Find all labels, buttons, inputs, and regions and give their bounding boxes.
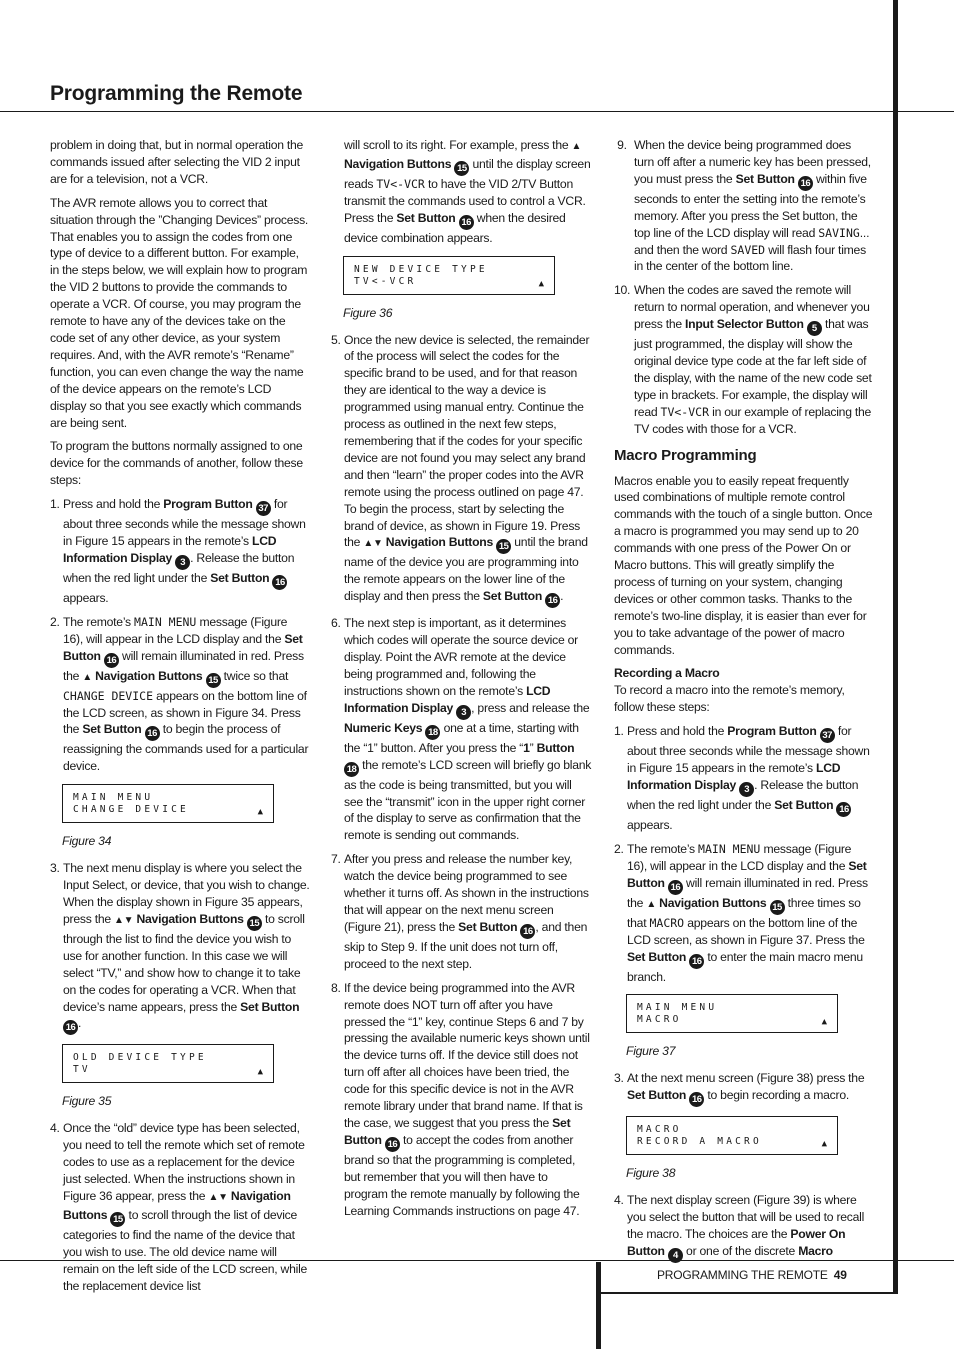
lcd-figure-38 [626, 1116, 838, 1155]
lcd-line-1: MAIN MENU [637, 1002, 718, 1014]
up-arrow-icon: ▲ [257, 807, 263, 818]
callout-15-icon: 15 [110, 1212, 125, 1227]
lcd-line-1: NEW DEVICE TYPE [354, 263, 488, 275]
lcd-line-1: OLD DEVICE TYPE [73, 1052, 207, 1064]
page-title: Programming the Remote [50, 82, 303, 105]
callout-16-icon: 16 [385, 1137, 400, 1152]
subsection-heading: Recording a Macro [614, 666, 720, 681]
callout-3-icon: 3 [175, 555, 190, 570]
macro-step-1: 1. Press and hold the Program Button 37 for about three seconds while the message shown in Figure 15 appears in the remote’s LCD Information Display 3 . Release the button when the red light under the Set Button 16 appears. [614, 724, 870, 832]
callout-16-icon: 16 [104, 653, 119, 668]
title-rule [0, 111, 954, 112]
callout-37-icon: 37 [256, 501, 271, 516]
callout-16-icon: 16 [272, 575, 287, 590]
callout-16-icon: 16 [145, 726, 160, 741]
callout-16-icon: 16 [545, 593, 560, 608]
column-2 [331, 137, 592, 1227]
step-4-cont: will scroll to its right. For example, press the ▲ Navigation Buttons 15 until the display screen reads TV<-VCR to have the VID 2/TV Button transmit the commands used to control a VCR. Press the Set Button 16 when the desired device combination appears. [344, 138, 591, 245]
footer-edge-bar [596, 1262, 601, 1349]
right-edge-bar [893, 0, 898, 1294]
paragraph: Macros enable you to easily repeat frequently used combinations of multiple remote control commands with the touch of a single button. Once a macro is programmed you may send up to 20 commands with one press of the Power On or Macro buttons. This will greatly simplify the process of turning on your system, changing devices or other common tasks. Thanks to the remote’s two-line display, it is easier than ever for you to take advantage of the power of macro commands. [614, 473, 873, 657]
callout-18-icon: 18 [425, 725, 440, 740]
callout-15-icon: 15 [247, 916, 262, 931]
callout-16-icon: 16 [520, 924, 535, 939]
callout-15-icon: 15 [454, 161, 469, 176]
figure-caption: Figure 37 [626, 1044, 676, 1059]
lcd-line-2: CHANGE DEVICE [73, 804, 189, 816]
step-5: 5. Once the new device is selected, the remainder of the process will select the codes for the specific brand to be used, and for that reason they are identical to the way a device is programmed using manual entry. Continue the process as outlined in the next few steps, remembering that if the codes for your specific device are not found you may select any brand and then “learn” the proper codes into the AVR remote using the process outlined on page 47. To begin the process, start by selecting the brand of device, as shown in Figure 19. Press the ▲▼ Navigation Buttons 15 until the brand name of the device you are programming into the remote appears on the lower line of the display and then press the Set Button 16 . [331, 332, 590, 607]
callout-18-icon: 18 [344, 762, 359, 777]
figure-caption: Figure 34 [62, 834, 112, 849]
callout-4-icon: 4 [668, 1248, 683, 1263]
up-arrow-icon: ▲ [257, 1067, 263, 1078]
step-9: 9. When the device being programmed does turn off after a numeric key has been pressed, you must press the Set Button 16 within five seconds to enter the setting into the remote’s memory. After you press the Set button, the top line of the LCD display will read SAVING... and then the word SAVED will flash four times in the center of the bottom line. [614, 138, 871, 274]
callout-15-icon: 15 [496, 539, 511, 554]
step-7: 7. After you press and release the number key, watch the device being programmed to see whether it turns off. As shown in the instructions that will appear on the next menu screen (Figure 21), press the Set Button 16 , and then skip to Step 9. If the unit does not turn off, proceed to the next step. [331, 852, 589, 971]
callout-15-icon: 15 [770, 900, 785, 915]
up-arrow-icon: ▲ [538, 278, 544, 289]
callout-15-icon: 15 [206, 673, 221, 688]
lcd-line-2: TV<-VCR [354, 275, 417, 287]
callout-16-icon: 16 [459, 215, 474, 230]
figure-caption: Figure 36 [343, 305, 393, 320]
callout-16-icon: 16 [63, 1020, 78, 1035]
callout-3-icon: 3 [456, 705, 471, 720]
lcd-figure-36 [343, 256, 555, 295]
paragraph: To program the buttons normally assigned to one device for the commands of another, follow these steps: [50, 439, 303, 488]
paragraph: problem in doing that, but in normal operation the commands issued after selecting the VID 2 input are for a television, not a VCR. [50, 138, 304, 186]
callout-16-icon: 16 [668, 880, 683, 895]
step-4: 4. Once the “old” device type has been selected, you need to tell the remote which set of remote codes to use as a replacement for the device just selected. When the instructions shown in Figure 36 appear, press the ▲▼ Navigation Buttons 15 to scroll through the list of device categories to find the name of the device that you wish to use. The old device name will remain on the left side of the LCD screen, while the replacement device list [50, 1121, 308, 1293]
callout-3-icon: 3 [739, 782, 754, 797]
up-arrow-icon: ▲ [821, 1017, 827, 1028]
footer-rule-right [598, 1292, 898, 1294]
paragraph: To record a macro into the remote’s memory, follow these steps: [614, 683, 845, 715]
macro-step-4: 4. The next display screen (Figure 39) is where you select the button that will be used to recall the macro. The choices are the Power On Button 4 or one of the discrete Macro [614, 1193, 865, 1261]
step-2: 2. The remote’s MAIN MENU message (Figure 16), will appear in the LCD display and the Set Button 16 will remain illuminated in red. Press the ▲ Navigation Buttons 15 twice so that CHANGE DEVICE appears on the bottom line of the LCD screen, as shown in Figure 34. Press the Set Button 16 to begin the process of reassigning the commands used for a particular device. [50, 614, 309, 774]
lcd-line-1: MAIN MENU [73, 792, 154, 804]
lcd-figure-34 [62, 784, 274, 823]
callout-16-icon: 16 [689, 954, 704, 969]
paragraph: The AVR remote allows you to correct that situation through the ”Changing Devices” process. That enables you to assign the codes from one type of device to a different button. For example, in the steps below, we will explain how to program the VID 2 buttons to provide the commands to operate a VCR. Of course, you may program the remote to have any of the devices take on the code set of any other device, as your system requires. And, with the AVR remote’s “Rename” function, you can even change the way the name of the device appears on the remote’s LCD display so that you see exactly which commands are being sent. [50, 195, 309, 430]
figure-caption: Figure 35 [62, 1094, 112, 1109]
lcd-line-2: MACRO [637, 1014, 682, 1026]
lcd-line-2: RECORD A MACRO [637, 1136, 762, 1148]
callout-16-icon: 16 [689, 1092, 704, 1107]
section-heading: Macro Programming [614, 446, 757, 464]
step-10: 10. When the codes are saved the remote will return to normal operation, and whenever you press the Input Selector Button 5 that was just programmed, the display will show the original device type code at the far left side of the display, with the name of the new code set type in brackets. For example, the display will read TV<-VCR in our example of replacing the TV codes with those for a VCR. [614, 283, 872, 436]
callout-16-icon: 16 [798, 176, 813, 191]
lcd-figure-37 [626, 994, 838, 1033]
page-number: 49 [833, 1268, 847, 1282]
callout-16-icon: 16 [836, 802, 851, 817]
figure-caption: Figure 38 [626, 1166, 676, 1181]
callout-37-icon: 37 [820, 728, 835, 743]
step-8: 8. If the device being programmed into the AVR remote does NOT turn off after you have pressed the “1” key, continue Steps 6 and 7 by pressing the available numeric keys shown until the device turns off. If the device still does not turn off after all choices have been tried, the code for this specific device is not in the AVR remote library under that brand name. If that is the case, we suggest that you press the Set Button 16 to accept the codes from another brand so that the programming is completed, but remember that you will then have to program the remote manually by following the Learning Commands instructions on page 47. [331, 980, 590, 1218]
column-3 [614, 137, 873, 1270]
macro-step-3: 3. At the next menu screen (Figure 38) press the Set Button 16 to begin recording a macro. [614, 1071, 865, 1106]
footer-label: PROGRAMMING THE REMOTE [657, 1268, 828, 1282]
page-footer [657, 1268, 847, 1282]
lcd-line-1: MACRO [637, 1124, 682, 1136]
callout-5-icon: 5 [807, 321, 822, 336]
macro-step-2: 2. The remote’s MAIN MENU message (Figure 16), will appear in the LCD display and the Set Button 16 will remain illuminated in red. Press the ▲ Navigation Buttons 15 three times so that MACRO appears on the bottom line of the LCD screen, as shown in Figure 37. Press the Set Button 16 to enter the main macro menu branch. [614, 841, 868, 984]
step-1: 1. Press and hold the Program Button 37 for about three seconds while the message shown in Figure 15 appears in the remote’s LCD Information Display 3 . Release the button when the red light under the Set Button 16 appears. [50, 497, 306, 605]
lcd-figure-35 [62, 1044, 274, 1083]
up-arrow-icon: ▲ [821, 1139, 827, 1150]
lcd-line-2: TV [73, 1064, 91, 1076]
step-3: 3. The next menu display is where you select the Input Select, or device, that you wish to change. When the display shown in Figure 35 appears, press the ▲▼ Navigation Buttons 15 to scroll through the list to find the device you wish to use for another function. In this case we will select “TV,” and show how to change it to take on the codes for operating a VCR. When that device’s name appears, press the Set Button 16 . [50, 861, 310, 1034]
step-6: 6. The next step is important, as it determines which codes will operate the source device or display. Point the AVR remote at the device being programmed and, following the instructions shown on the remote’s LCD Information Display 3 , press and release the Numeric Keys 18 one at a time, starting with the “1” button. After you press the “1” Button 18 the remote’s LCD screen will briefly go blank as the code is being transmitted, but you will see the “transmit” icon in the upper right corner of the display to serve as confirmation that the remote is sending out commands. [331, 616, 592, 843]
column-1 [50, 137, 310, 1302]
